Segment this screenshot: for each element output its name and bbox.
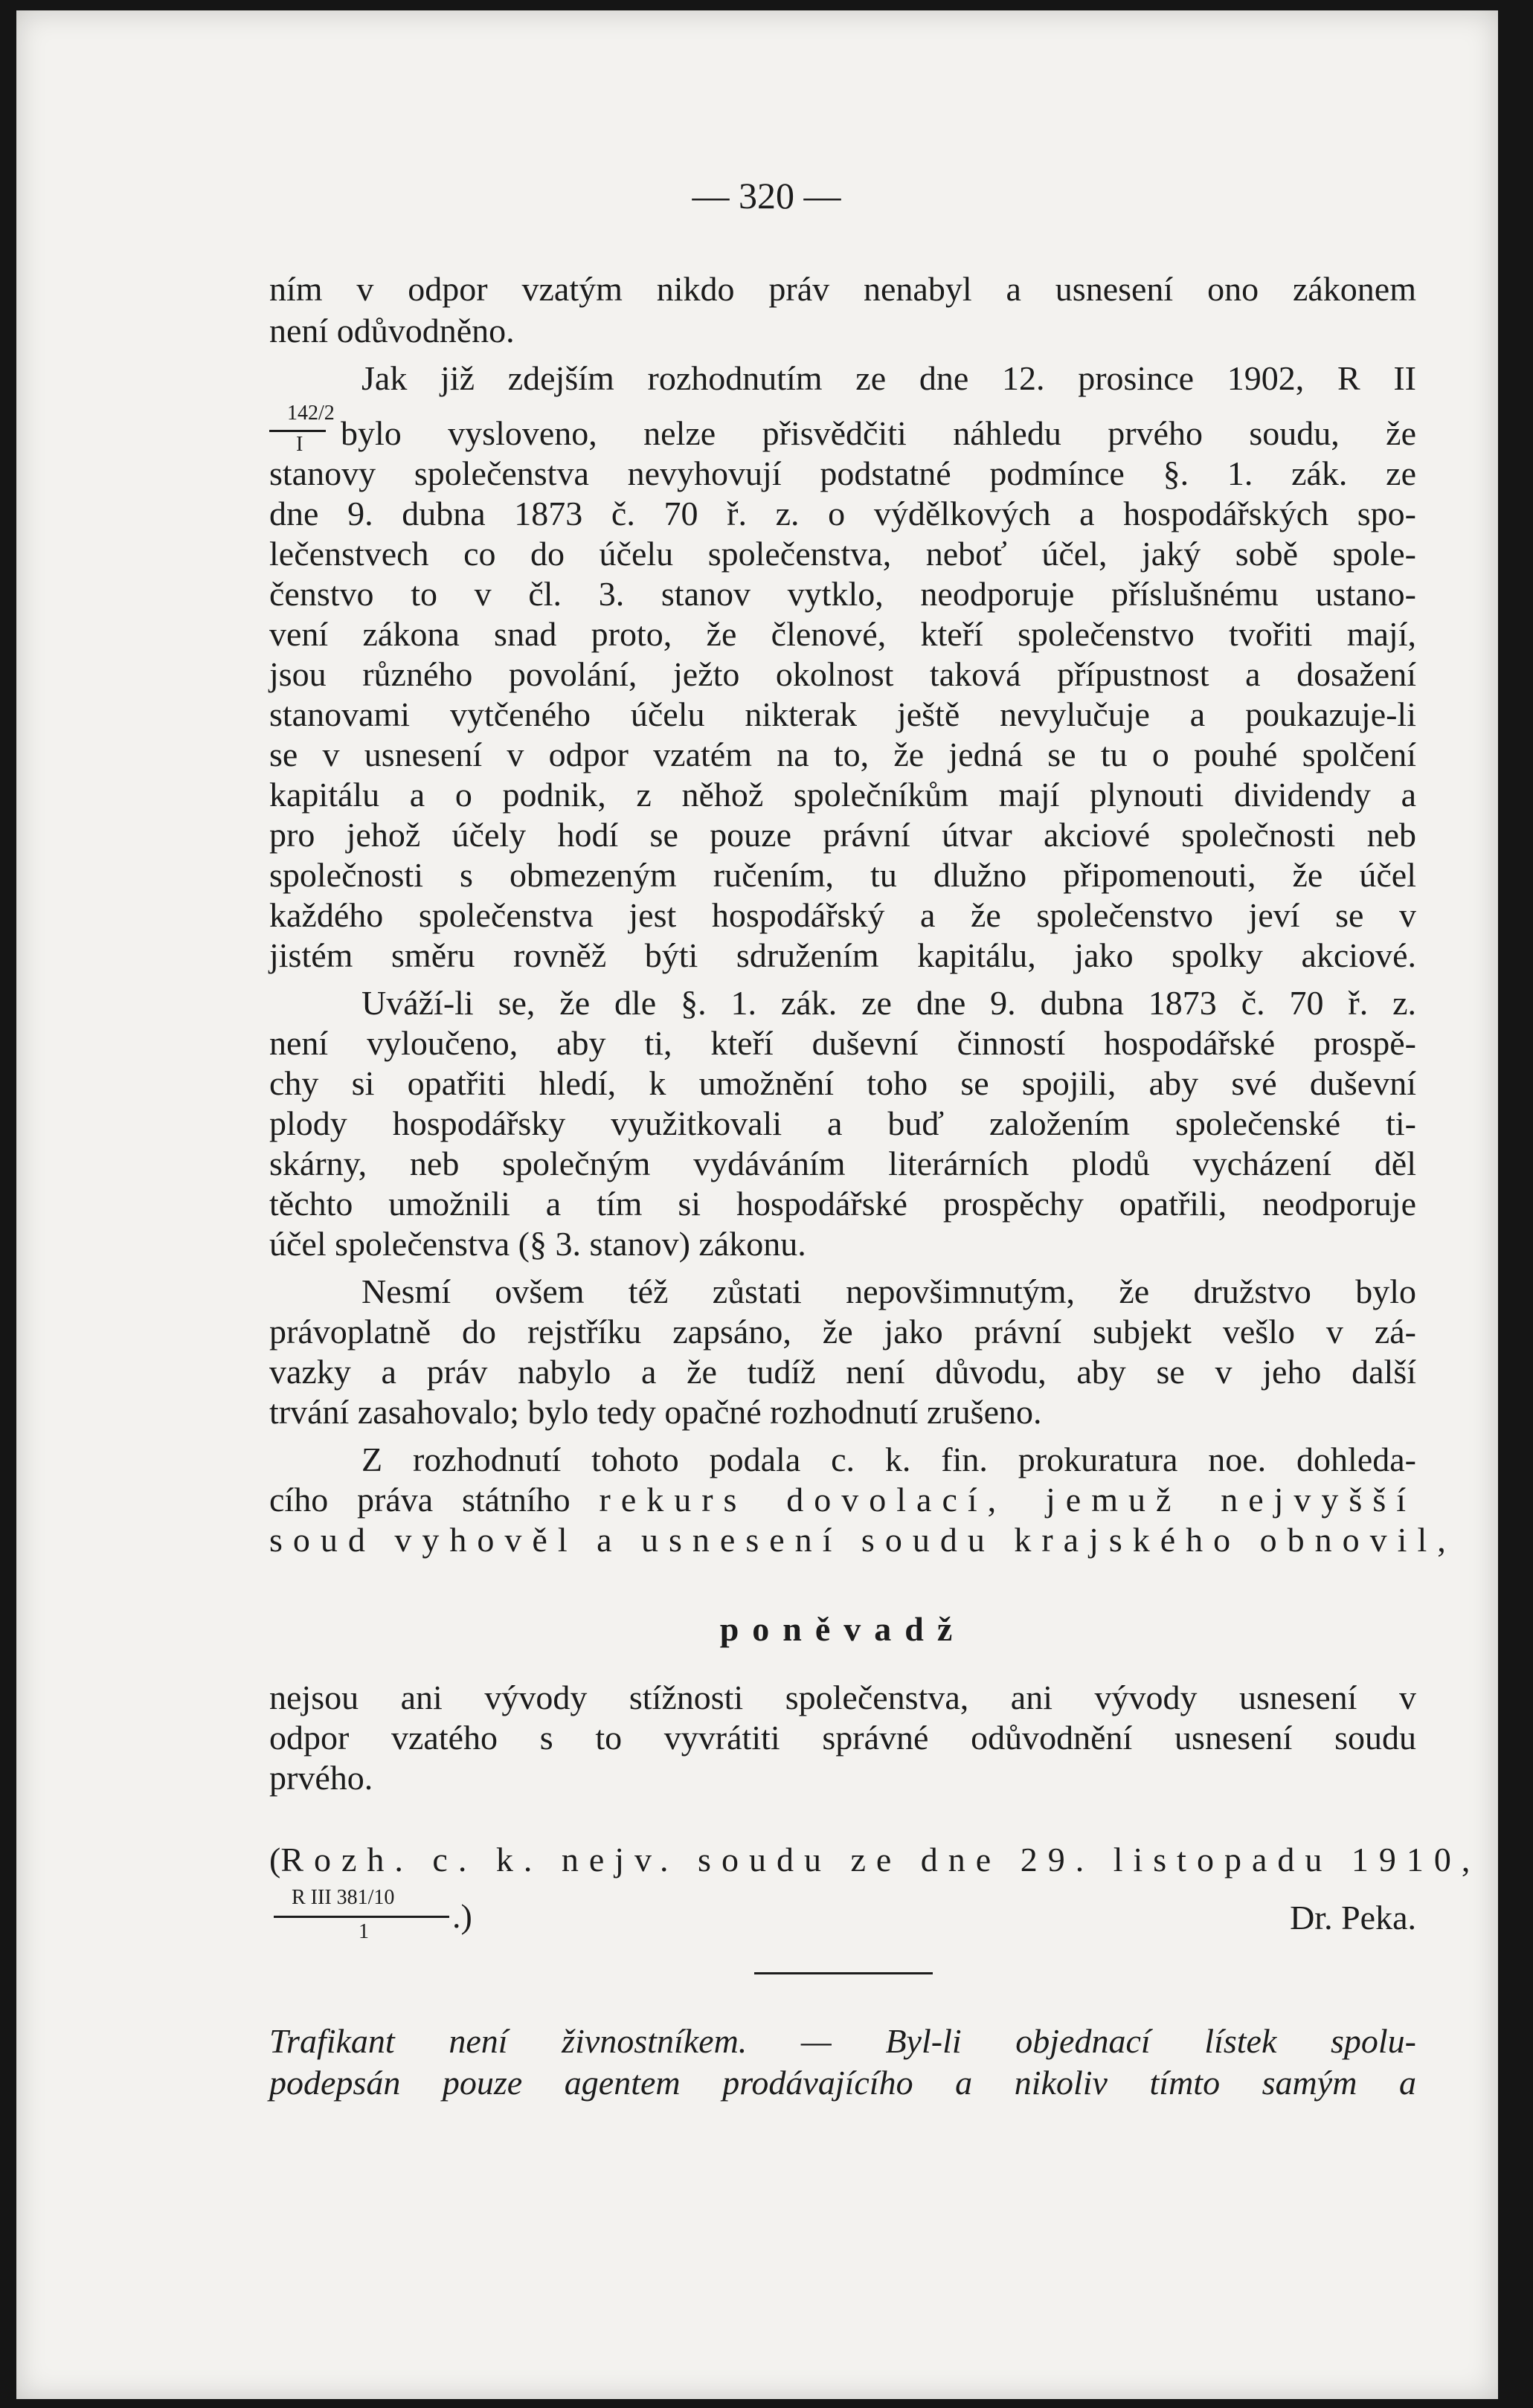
case-reference	[269, 1886, 472, 1953]
text-line: Uváží-li se, že dle §. 1. zák. ze dne 9. dubna 1873 č. 70 ř. z.	[361, 984, 1416, 1022]
text-line: každého společenstva jest hospodářský a že společenstvo jeví se v	[269, 896, 1416, 934]
text-spaced: rekurs dovolací, jemuž nejvyšší	[599, 1481, 1417, 1519]
text-line: Jak již zdejším rozhodnutím ze dne 12. prosince 1902, R II	[361, 359, 1416, 397]
text-line: dne 9. dubna 1873 č. 70 ř. z. o výdělkových a hospodářských spo-	[269, 495, 1416, 532]
text-line: vení zákona snad proto, že členové, kteří společenstvo tvořiti mají,	[269, 615, 1416, 653]
text-line: společnosti s obmezeným ručením, tu dlužno připomenouti, že účel	[269, 856, 1416, 894]
text-line: pro jehož účely hodí se pouze právní útvar akciové společnosti neb	[269, 816, 1416, 854]
text-line: kapitálu a o podnik, z něhož společníkům mají plynouti dividendy a	[269, 776, 1416, 814]
text-line: prvého.	[269, 1759, 373, 1797]
case-reference-numerator: R III 381/10	[292, 1886, 395, 1909]
text-line: se v usnesení v odpor vzatém na to, že jedná se tu o pouhé spolčení	[269, 735, 1416, 773]
text-normal: cího práva státního	[269, 1481, 600, 1519]
text-line: stanovami vytčeného účelu nikterak ještě nevylučuje a poukazuje-li	[269, 695, 1416, 733]
section-divider	[754, 1972, 933, 1974]
next-heading-line: Trafikant není živnostníkem. — Byl-li objednací lístek spolu-	[269, 2022, 1416, 2060]
fraction-numerator: 142/2	[287, 402, 335, 425]
citation-line	[269, 1840, 1481, 1879]
case-reference-bar	[274, 1916, 449, 1918]
citation-text: Rozh. c. k. nejv. soudu ze dne 29. listopadu 1910,	[280, 1841, 1481, 1879]
text-line: není vyloučeno, aby ti, kteří duševní činností hospodářské prospě-	[269, 1024, 1416, 1062]
text-line	[269, 1480, 1416, 1519]
text-line: právoplatně do rejstříku zapsáno, že jako právní subjekt vešlo v zá-	[269, 1313, 1416, 1351]
text-line: nejsou ani vývody stížnosti společenstva, ani vývody usnesení v	[269, 1678, 1416, 1716]
case-reference-denominator: 1	[359, 1920, 369, 1943]
text-line: ním v odpor vzatým nikdo práv nenabyl a usnesení ono zákonem	[269, 270, 1416, 308]
text-line: trvání zasahovalo; bylo tedy opačné rozhodnutí zrušeno.	[269, 1393, 1042, 1431]
citation-open-paren: (	[269, 1841, 281, 1879]
text-line: účel společenstva (§ 3. stanov) zákonu.	[269, 1225, 806, 1263]
text-line: čenstvo to v čl. 3. stanov vytklo, neodporuje příslušnému ustano-	[269, 575, 1416, 613]
text-line: plody hospodářsky využitkovali a buď založením společenské ti-	[269, 1104, 1416, 1142]
text-line: bylo vysloveno, nelze přisvědčiti náhledu prvého soudu, že	[341, 414, 1416, 452]
text-line: jsou různého povolání, ježto okolnost taková přípustnost a dosažení	[269, 655, 1416, 693]
text-line: vazky a práv nabylo a že tudíž není důvodu, aby se v jeho další	[269, 1353, 1416, 1391]
text-line: těchto umožnili a tím si hospodářské prospěchy opatřili, neodporuje	[269, 1185, 1416, 1223]
page-number: — 320 —	[692, 175, 841, 216]
text-line: odpor vzatého s to vyvrátiti správné odůvodnění usnesení soudu	[269, 1719, 1416, 1757]
fraction-bar	[269, 430, 326, 432]
text-line: skárny, neb společným vydáváním literárních plodů vycházení děl	[269, 1145, 1416, 1182]
text-line: lečenstvech co do účelu společenstva, neboť účel, jaký sobě spole-	[269, 535, 1416, 573]
next-heading-line: podepsán pouze agentem prodávajícího a nikoliv tímto samým a	[269, 2064, 1416, 2102]
text-line: Nesmí ovšem též zůstati nepovšimnutým, že družstvo bylo	[361, 1272, 1416, 1310]
fraction-denominator: I	[296, 433, 303, 456]
text-line: stanovy společenstva nevyhovují podstatné podmínce §. 1. zák. ze	[269, 454, 1416, 492]
text-line: jistém směru rovněž býti sdružením kapitálu, jako spolky akciové.	[269, 936, 1416, 974]
ponevadz-heading: poněvadž	[719, 1610, 966, 1648]
text-line-spaced: soud vyhověl a usnesení soudu krajského obnovil,	[269, 1521, 1456, 1559]
text-line: chy si opatřiti hledí, k umožnění toho se spojili, aby své duševní	[269, 1064, 1416, 1102]
text-line: Z rozhodnutí tohoto podala c. k. fin. prokuratura noe. dohleda-	[361, 1440, 1416, 1478]
case-reference-close: .)	[452, 1897, 472, 1935]
text-line: není odůvodněno.	[269, 312, 515, 350]
signature: Dr. Peka.	[1290, 1899, 1416, 1937]
